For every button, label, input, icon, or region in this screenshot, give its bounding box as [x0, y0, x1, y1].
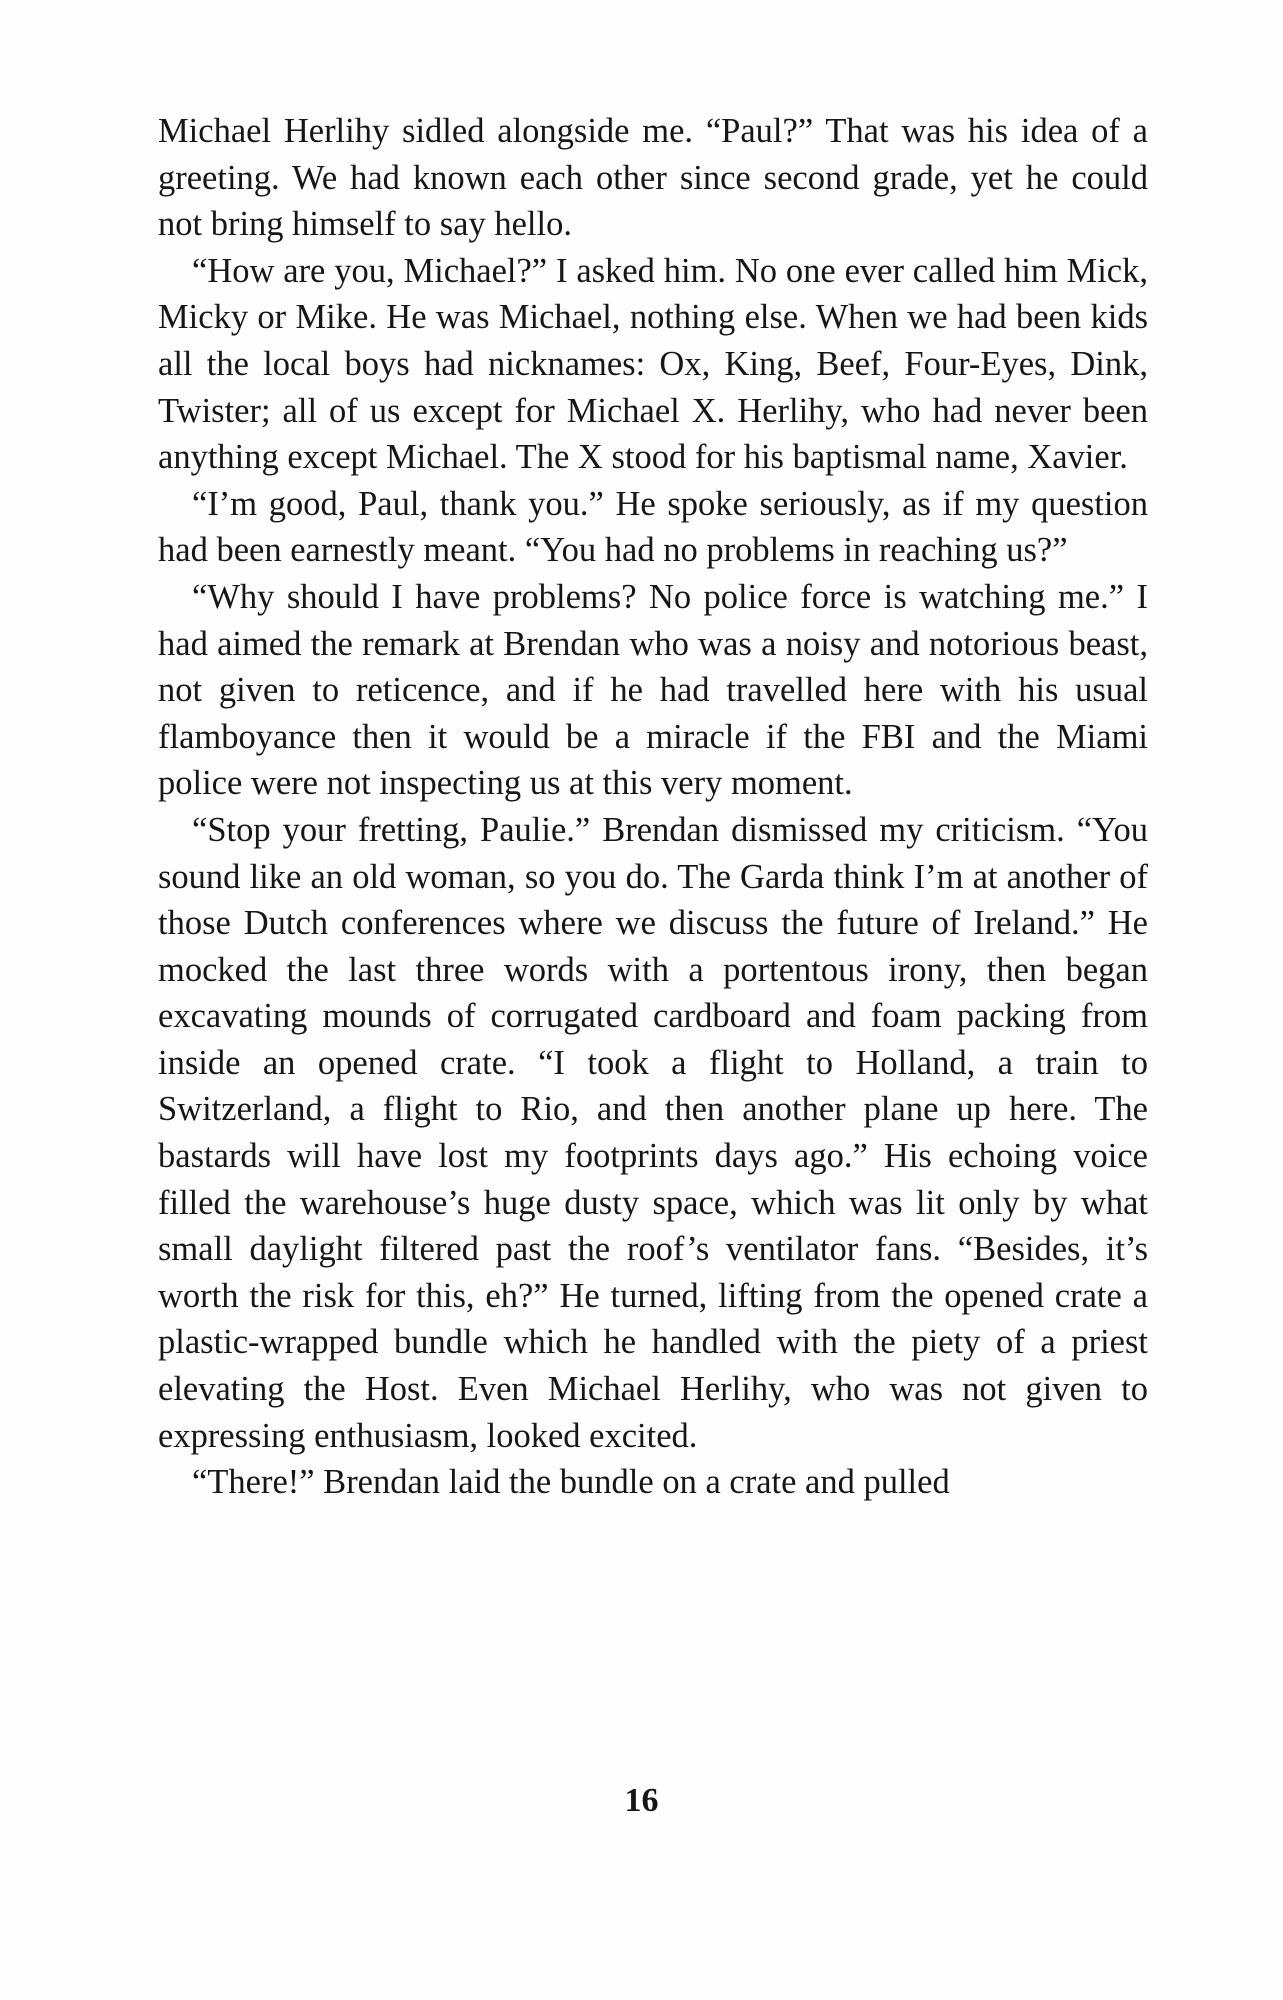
- page-number: 16: [624, 1782, 659, 1819]
- paragraph-1: Michael Herlihy sidled alongside me. “Paul?” That was his idea of a greeting. We had known each other since second grade, yet he could not bring himself to say hello.: [158, 112, 1148, 244]
- body-text: [158, 108, 1148, 1506]
- paragraph-2: “How are you, Michael?” I asked him. No one ever called him Mick, Micky or Mike. He was Michael, nothing else. When we had been kids all the local boys had nicknames: Ox, King, Beef, Four-Eyes, Dink, Twister; all of us except for Michael X. Herlihy, who had never been anything except Michael. The X stood for his baptismal name, Xavier.: [158, 251, 1148, 477]
- paragraph-5: “Stop your fretting, Paulie.” Brendan dismissed my criticism. “You sound like an old woman, so you do. The Garda think I’m at another of those Dutch conferences where we discuss the future of Ireland.” He mocked the last three words with a portentous irony, then began excavating mounds of corrugated cardboard and foam packing from inside an opened crate. “I took a flight to Holland, a train to Switzerland, a flight to Rio, and then another plane up here. The bastards will have lost my footprints days ago.” His echoing voice filled the warehouse’s huge dusty space, which was lit only by what small daylight filtered past the roof’s ventilator fans. “Besides, it’s worth the risk for this, eh?” He turned, lifting from the opened crate a plastic-wrapped bundle which he handled with the piety of a priest elevating the Host. Even Michael Herlihy, who was not given to expressing enthusiasm, looked excited.: [158, 810, 1148, 1455]
- paragraph-3: “I’m good, Paul, thank you.” He spoke seriously, as if my question had been earnestly meant. “You had no problems in reaching us?”: [158, 484, 1148, 570]
- paragraph-6: “There!” Brendan laid the bundle on a crate and pulled: [192, 1463, 950, 1502]
- paragraph-4: “Why should I have problems? No police force is watching me.” I had aimed the remark at Brendan who was a noisy and notorious beast, not given to reticence, and if he had travelled here with his usual flamboyance then it would be a miracle if the FBI and the Miami police were not inspecting us at this very moment.: [158, 577, 1148, 803]
